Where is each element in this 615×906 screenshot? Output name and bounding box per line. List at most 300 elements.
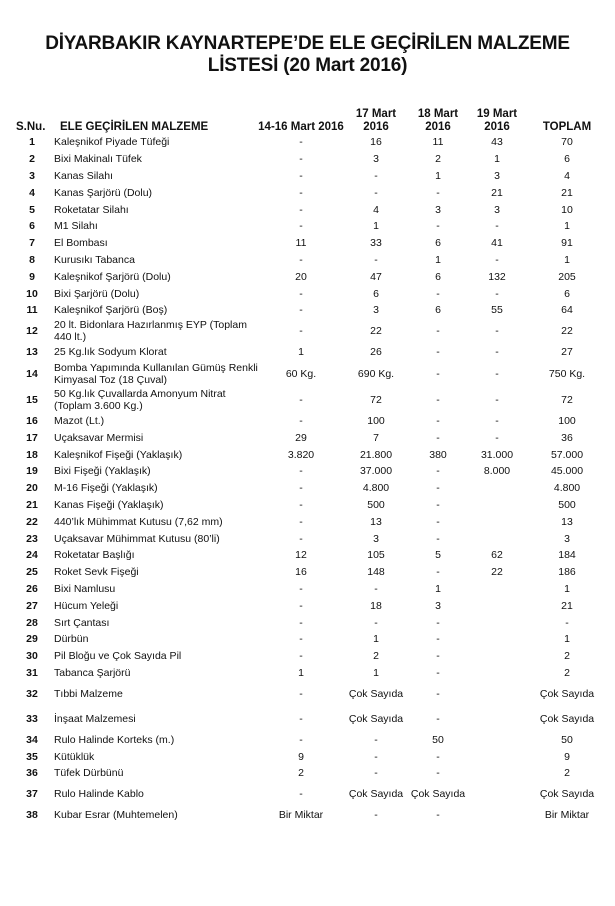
value-17-mart: 21.800	[359, 448, 393, 461]
row-number: 28	[26, 616, 38, 629]
value-19-mart	[468, 782, 526, 807]
table-row	[12, 665, 608, 682]
item-name: El Bombası	[54, 237, 108, 250]
value-18-mart: -	[436, 498, 440, 511]
table-row	[12, 134, 608, 151]
row-number: 5	[29, 203, 35, 216]
value-17-mart: 22	[370, 325, 382, 338]
table-row	[12, 218, 608, 235]
value-total: 4	[564, 169, 570, 182]
value-19-mart: -	[495, 253, 499, 266]
value-14-16-mart: -	[299, 582, 303, 595]
value-14-16-mart: 60 Kg.	[285, 368, 317, 381]
value-14-16-mart: -	[299, 325, 303, 338]
value-17-mart: 105	[367, 549, 385, 562]
table-row	[12, 581, 608, 598]
item-name: Hücum Yeleği	[54, 599, 119, 612]
value-14-16-mart: 9	[298, 750, 304, 763]
value-19-mart	[468, 597, 526, 614]
value-19-mart	[468, 807, 526, 824]
table-row	[12, 497, 608, 514]
value-18-mart: 3	[435, 203, 441, 216]
table-row	[12, 597, 608, 614]
value-17-mart: 47	[370, 270, 382, 283]
item-name: Kaleşnikof Şarjörü (Dolu)	[54, 270, 171, 283]
value-17-mart: 16	[370, 136, 382, 149]
value-total: 2	[564, 666, 570, 679]
value-total: 205	[558, 270, 576, 283]
item-name: Sırt Çantası	[54, 616, 110, 629]
value-18-mart: -	[436, 687, 440, 700]
item-name: Uçaksavar Mühimmat Kutusu (80’li)	[54, 532, 220, 545]
row-number: 34	[26, 733, 38, 746]
value-18-mart: -	[436, 515, 440, 528]
table-row	[12, 681, 608, 706]
table-row	[12, 252, 608, 269]
item-name: Roketatar Silahı	[54, 203, 129, 216]
value-total: 1	[564, 582, 570, 595]
value-19-mart	[468, 706, 526, 731]
row-number: 2	[29, 153, 35, 166]
value-total: 50	[561, 733, 573, 746]
item-name: Tabanca Şarjörü	[54, 666, 131, 679]
value-14-16-mart: -	[299, 465, 303, 478]
value-18-mart: 1	[435, 253, 441, 266]
table-row	[12, 413, 608, 430]
item-name: İnşaat Malzemesi	[54, 712, 136, 725]
value-total: 70	[561, 136, 573, 149]
value-14-16-mart: 11	[295, 237, 307, 250]
row-number: 32	[26, 687, 38, 700]
item-name: 20 lt. Bidonlara Hazırlanmış EYP (Toplam 440 lt.)	[54, 319, 247, 344]
value-18-mart: 50	[432, 733, 444, 746]
item-name: Bixi Makinalı Tüfek	[54, 153, 142, 166]
value-19-mart	[468, 480, 526, 497]
item-name: Bomba Yapımında Kullanılan Gümüş Renkli Kimyasal Toz (18 Çuval)	[54, 362, 258, 387]
item-name: Kanas Fişeği (Yaklaşık)	[54, 498, 164, 511]
row-number: 26	[26, 582, 38, 595]
value-total: Çok Sayıda	[539, 788, 595, 801]
value-14-16-mart: -	[299, 153, 303, 166]
value-18-mart: -	[436, 616, 440, 629]
value-17-mart: 4.800	[362, 482, 390, 495]
value-17-mart: 1	[373, 220, 379, 233]
row-number: 16	[26, 414, 38, 427]
value-total: 6	[564, 153, 570, 166]
value-14-16-mart: -	[299, 220, 303, 233]
value-total: Çok Sayıda	[539, 687, 595, 700]
value-14-16-mart: -	[299, 394, 303, 407]
seized-materials-table	[12, 100, 608, 824]
value-18-mart: Çok Sayıda	[410, 788, 466, 801]
value-14-16-mart: -	[299, 203, 303, 216]
item-name: Roketatar Başlığı	[54, 549, 135, 562]
value-17-mart: 3	[373, 304, 379, 317]
value-18-mart: 3	[435, 599, 441, 612]
value-total: 21	[561, 599, 573, 612]
value-19-mart: -	[495, 346, 499, 359]
table-row	[12, 480, 608, 497]
value-14-16-mart: 20	[295, 270, 307, 283]
row-number: 9	[29, 270, 35, 283]
value-19-mart	[468, 648, 526, 665]
value-14-16-mart: -	[299, 515, 303, 528]
table-row	[12, 648, 608, 665]
row-number: 15	[26, 394, 38, 407]
value-19-mart: 55	[491, 304, 503, 317]
header-sno: S.Nu.	[16, 121, 46, 133]
item-name: Kanas Şarjörü (Dolu)	[54, 186, 153, 199]
table-row	[12, 782, 608, 807]
value-17-mart: -	[374, 733, 378, 746]
value-19-mart	[468, 681, 526, 706]
header-18-mart: 18 Mart 2016	[417, 108, 459, 133]
row-number: 29	[26, 633, 38, 646]
value-total: 6	[564, 287, 570, 300]
value-total: -	[565, 616, 569, 629]
item-name: Kanas Silahı	[54, 169, 113, 182]
value-total: 2	[564, 650, 570, 663]
value-14-16-mart: -	[299, 712, 303, 725]
row-number: 19	[26, 465, 38, 478]
value-total: 1	[564, 253, 570, 266]
value-total: 91	[561, 237, 573, 250]
row-number: 4	[29, 186, 35, 199]
value-18-mart: 5	[435, 549, 441, 562]
value-total: 2	[564, 767, 570, 780]
value-19-mart: -	[495, 287, 499, 300]
value-total: 1	[564, 633, 570, 646]
table-row	[12, 807, 608, 824]
value-17-mart: Çok Sayıda	[348, 687, 404, 700]
value-14-16-mart: -	[299, 482, 303, 495]
header-item: ELE GEÇİRİLEN MALZEME	[60, 121, 209, 133]
value-19-mart: 22	[491, 566, 503, 579]
item-name: Kaleşnikof Fişeği (Yaklaşık)	[54, 448, 183, 461]
value-19-mart: 62	[491, 549, 503, 562]
item-name: Roket Sevk Fişeği	[54, 566, 139, 579]
value-18-mart: 1	[435, 582, 441, 595]
value-17-mart: Çok Sayıda	[348, 788, 404, 801]
value-14-16-mart: -	[299, 498, 303, 511]
value-18-mart: 6	[435, 237, 441, 250]
value-14-16-mart: -	[299, 616, 303, 629]
value-14-16-mart: -	[299, 532, 303, 545]
item-name: Kubar Esrar (Muhtemelen)	[54, 809, 178, 822]
value-18-mart: -	[436, 809, 440, 822]
value-17-mart: 500	[367, 498, 385, 511]
value-14-16-mart: -	[299, 287, 303, 300]
table-row	[12, 446, 608, 463]
value-18-mart: 2	[435, 153, 441, 166]
value-19-mart: 3	[494, 203, 500, 216]
value-17-mart: 3	[373, 153, 379, 166]
row-number: 14	[26, 368, 38, 381]
value-14-16-mart: -	[299, 733, 303, 746]
value-19-mart: 31.000	[480, 448, 514, 461]
value-17-mart: -	[374, 767, 378, 780]
value-17-mart: 13	[370, 515, 382, 528]
page-title: DİYARBAKIR KAYNARTEPE’DE ELE GEÇİRİLEN MALZEME	[45, 33, 570, 54]
table-row	[12, 614, 608, 631]
table-row	[12, 631, 608, 648]
item-name: Mazot (Lt.)	[54, 414, 105, 427]
value-14-16-mart: -	[299, 186, 303, 199]
value-17-mart: -	[374, 809, 378, 822]
value-18-mart: 11	[432, 136, 444, 149]
row-number: 22	[26, 515, 38, 528]
value-14-16-mart: 2	[298, 767, 304, 780]
value-19-mart	[468, 765, 526, 782]
value-14-16-mart: -	[299, 687, 303, 700]
value-total: 1	[564, 220, 570, 233]
value-17-mart: 33	[370, 237, 382, 250]
value-19-mart: 8.000	[483, 465, 511, 478]
table-row	[12, 706, 608, 731]
value-14-16-mart: Bir Miktar	[278, 809, 324, 822]
row-number: 17	[26, 431, 38, 444]
value-18-mart: -	[436, 368, 440, 381]
value-total: 13	[561, 515, 573, 528]
value-17-mart: -	[374, 582, 378, 595]
row-number: 24	[26, 549, 38, 562]
table-row	[12, 513, 608, 530]
row-number: 23	[26, 532, 38, 545]
value-19-mart: 132	[488, 270, 506, 283]
item-name: 25 Kg.lık Sodyum Klorat	[54, 346, 167, 359]
value-total: 57.000	[550, 448, 584, 461]
value-18-mart: -	[436, 566, 440, 579]
value-18-mart: -	[436, 346, 440, 359]
item-name: Kaleşnikof Şarjörü (Boş)	[54, 304, 168, 317]
value-18-mart: 380	[429, 448, 447, 461]
table-row	[12, 268, 608, 285]
value-17-mart: 37.000	[359, 465, 393, 478]
table-row	[12, 201, 608, 218]
table-row	[12, 731, 608, 748]
value-19-mart	[468, 748, 526, 765]
row-number: 18	[26, 448, 38, 461]
item-name: Kurusıkı Tabanca	[54, 253, 135, 266]
value-total: 184	[558, 549, 576, 562]
item-name: 440’lık Mühimmat Kutusu (7,62 mm)	[54, 515, 223, 528]
value-17-mart: 3	[373, 532, 379, 545]
value-total: 3	[564, 532, 570, 545]
value-14-16-mart: -	[299, 304, 303, 317]
value-19-mart	[468, 665, 526, 682]
value-17-mart: 72	[370, 394, 382, 407]
value-total: Çok Sayıda	[539, 712, 595, 725]
value-18-mart: 6	[435, 270, 441, 283]
value-19-mart	[468, 581, 526, 598]
value-19-mart: 3	[494, 169, 500, 182]
value-17-mart: 1	[373, 633, 379, 646]
value-18-mart: -	[436, 465, 440, 478]
value-19-mart	[468, 731, 526, 748]
header-total: TOPLAM	[542, 121, 592, 133]
value-18-mart: 6	[435, 304, 441, 317]
value-total: 750 Kg.	[548, 368, 586, 381]
item-name: Dürbün	[54, 633, 89, 646]
item-name: Kaleşnikof Piyade Tüfeği	[54, 136, 170, 149]
value-19-mart	[468, 614, 526, 631]
value-17-mart: -	[374, 253, 378, 266]
value-total: 64	[561, 304, 573, 317]
value-17-mart: -	[374, 750, 378, 763]
value-17-mart: 690 Kg.	[357, 368, 395, 381]
table-row	[12, 344, 608, 361]
value-14-16-mart: 1	[298, 666, 304, 679]
table-row	[12, 530, 608, 547]
value-total: 45.000	[550, 465, 584, 478]
value-18-mart: -	[436, 767, 440, 780]
value-14-16-mart: 1	[298, 346, 304, 359]
table-row	[12, 388, 608, 413]
value-total: 72	[561, 394, 573, 407]
value-19-mart	[468, 530, 526, 547]
value-18-mart: -	[436, 650, 440, 663]
table-row	[12, 429, 608, 446]
table-row	[12, 765, 608, 782]
value-17-mart: 18	[370, 599, 382, 612]
value-17-mart: -	[374, 616, 378, 629]
row-number: 20	[26, 482, 38, 495]
item-name: Rulo Halinde Korteks (m.)	[54, 733, 175, 746]
value-19-mart: 43	[491, 136, 503, 149]
value-14-16-mart: 29	[295, 431, 307, 444]
value-19-mart	[468, 631, 526, 648]
value-19-mart	[468, 513, 526, 530]
value-18-mart: -	[436, 325, 440, 338]
value-17-mart: 26	[370, 346, 382, 359]
row-number: 35	[26, 750, 38, 763]
item-name: 50 Kg.lık Çuvallarda Amonyum Nitrat (Toplam 3.600 Kg.)	[54, 388, 226, 413]
header-14-16-mart: 14-16 Mart 2016	[258, 121, 344, 133]
header-19-mart: 19 Mart 2016	[476, 108, 518, 133]
value-19-mart	[468, 497, 526, 514]
value-14-16-mart: -	[299, 633, 303, 646]
row-number: 33	[26, 712, 38, 725]
table-row	[12, 168, 608, 185]
value-18-mart: -	[436, 394, 440, 407]
row-number: 12	[26, 325, 38, 338]
row-number: 31	[26, 666, 38, 679]
value-total: 10	[561, 203, 573, 216]
item-name: Pil Bloğu ve Çok Sayıda Pil	[54, 650, 182, 663]
row-number: 3	[29, 169, 35, 182]
row-number: 8	[29, 253, 35, 266]
item-name: M-16 Fişeği (Yaklaşık)	[54, 482, 158, 495]
value-total: 36	[561, 431, 573, 444]
row-number: 25	[26, 566, 38, 579]
value-17-mart: Çok Sayıda	[348, 712, 404, 725]
row-number: 10	[26, 287, 38, 300]
row-number: 37	[26, 788, 38, 801]
value-14-16-mart: 3.820	[287, 448, 315, 461]
value-14-16-mart: -	[299, 650, 303, 663]
value-total: 21	[561, 186, 573, 199]
value-total: 27	[561, 346, 573, 359]
value-18-mart: -	[436, 666, 440, 679]
item-name: Kütüklük	[54, 750, 95, 763]
value-total: 9	[564, 750, 570, 763]
value-17-mart: 4	[373, 203, 379, 216]
value-18-mart: -	[436, 633, 440, 646]
value-18-mart: -	[436, 712, 440, 725]
page-subtitle: LİSTESİ (20 Mart 2016)	[207, 55, 408, 76]
value-total: 100	[558, 414, 576, 427]
item-name: Bixi Namlusu	[54, 582, 116, 595]
value-18-mart: 1	[435, 169, 441, 182]
row-number: 7	[29, 237, 35, 250]
value-19-mart: 1	[494, 153, 500, 166]
value-19-mart: 41	[491, 237, 503, 250]
value-18-mart: -	[436, 186, 440, 199]
value-18-mart: -	[436, 414, 440, 427]
value-18-mart: -	[436, 431, 440, 444]
table-row	[12, 319, 608, 344]
item-name: Uçaksavar Mermisi	[54, 431, 144, 444]
item-name: Bixi Şarjörü (Dolu)	[54, 287, 140, 300]
item-name: M1 Silahı	[54, 220, 98, 233]
table-row	[12, 361, 608, 388]
value-17-mart: -	[374, 186, 378, 199]
table-row	[12, 285, 608, 302]
value-total: Bir Miktar	[544, 809, 590, 822]
value-19-mart: -	[495, 431, 499, 444]
value-18-mart: -	[436, 220, 440, 233]
value-total: 500	[558, 498, 576, 511]
value-14-16-mart: -	[299, 169, 303, 182]
value-19-mart: -	[495, 394, 499, 407]
value-19-mart: -	[495, 368, 499, 381]
table-header-row	[12, 100, 608, 134]
table-row	[12, 564, 608, 581]
row-number: 21	[26, 498, 38, 511]
row-number: 1	[29, 136, 35, 149]
value-17-mart: 7	[373, 431, 379, 444]
row-number: 6	[29, 220, 35, 233]
value-17-mart: 6	[373, 287, 379, 300]
table-row	[12, 302, 608, 319]
table-row	[12, 151, 608, 168]
table-row	[12, 748, 608, 765]
value-14-16-mart: -	[299, 788, 303, 801]
value-14-16-mart: 12	[295, 549, 307, 562]
value-18-mart: -	[436, 750, 440, 763]
row-number: 13	[26, 346, 38, 359]
header-17-mart: 17 Mart 2016	[355, 108, 397, 133]
item-name: Tüfek Dürbünü	[54, 767, 124, 780]
value-19-mart: -	[495, 220, 499, 233]
value-19-mart: -	[495, 325, 499, 338]
value-17-mart: 148	[367, 566, 385, 579]
table-row	[12, 463, 608, 480]
value-17-mart: 1	[373, 666, 379, 679]
row-number: 36	[26, 767, 38, 780]
value-18-mart: -	[436, 482, 440, 495]
value-19-mart: -	[495, 414, 499, 427]
table-body	[12, 134, 608, 824]
value-14-16-mart: -	[299, 136, 303, 149]
value-14-16-mart: -	[299, 253, 303, 266]
value-18-mart: -	[436, 287, 440, 300]
row-number: 27	[26, 599, 38, 612]
value-total: 4.800	[553, 482, 581, 495]
value-17-mart: 2	[373, 650, 379, 663]
row-number: 30	[26, 650, 38, 663]
value-18-mart: -	[436, 532, 440, 545]
